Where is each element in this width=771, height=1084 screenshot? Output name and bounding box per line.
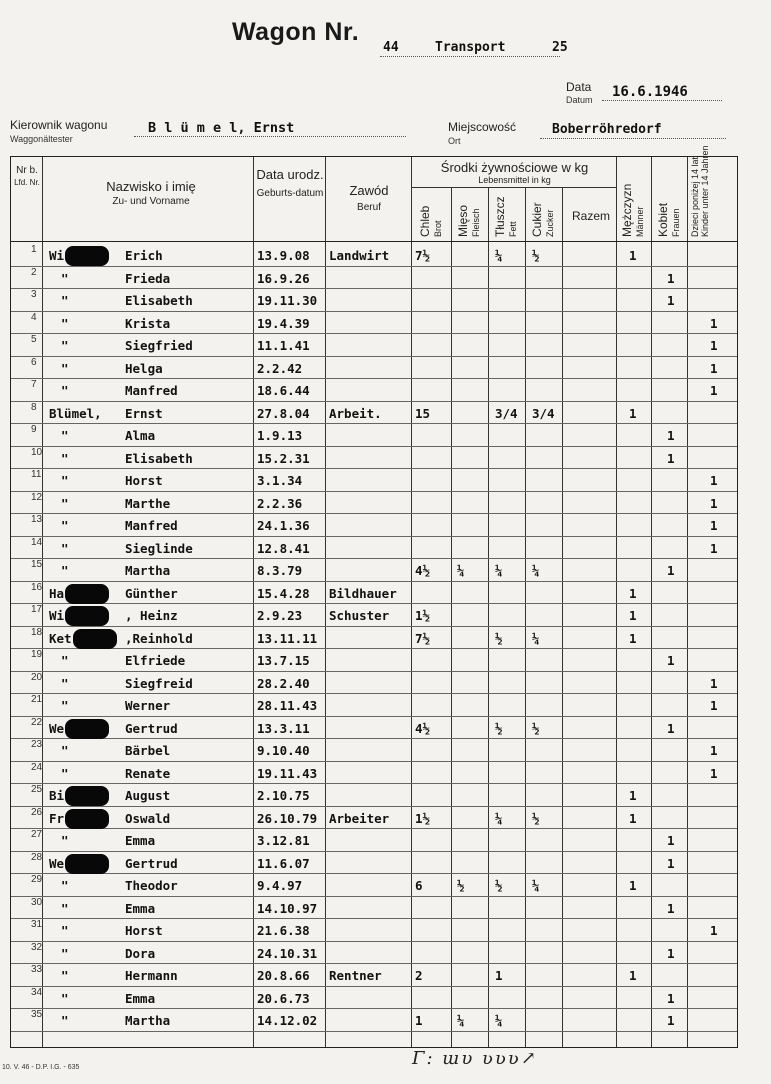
birth-date: 2.10.75 [257, 788, 310, 803]
women-value: 1 [667, 270, 675, 286]
surname: " [61, 518, 69, 533]
women-value: 1 [667, 900, 675, 916]
first-name: Krista [125, 315, 171, 331]
row-number: 5 [31, 334, 37, 345]
first-name: Sieglinde [125, 540, 193, 556]
birth-date: 2.9.23 [257, 608, 303, 623]
bread-value: 2 [415, 968, 423, 983]
surname: " [61, 968, 69, 983]
datum-label: Datum [566, 95, 593, 105]
birth-date: 26.10.79 [257, 810, 318, 826]
surname: " [61, 1013, 69, 1028]
bread-value: 15 [415, 405, 431, 421]
surname: Wi [49, 248, 65, 263]
birth-date: 2.2.42 [257, 360, 303, 376]
row-rule [11, 378, 737, 379]
surname: Bi [49, 788, 65, 803]
redaction-mark [65, 246, 109, 266]
children-value: 1 [710, 495, 718, 511]
redaction-mark [65, 606, 109, 626]
first-name: Erich [125, 248, 163, 263]
row-rule [11, 468, 737, 469]
first-name: Oswald [125, 810, 171, 826]
first-name: Emma [125, 833, 156, 848]
occupation: Bildhauer [329, 585, 397, 601]
occupation: Landwirt [329, 248, 390, 263]
first-name: Dora [125, 945, 156, 961]
birth-date: 8.3.79 [257, 563, 303, 578]
surname: " [61, 270, 69, 286]
row-number: 4 [31, 311, 37, 323]
row-rule [11, 671, 737, 672]
row-number: 32 [31, 941, 43, 953]
birth-date: 21.6.38 [257, 923, 310, 938]
men-value: 1 [629, 585, 637, 601]
row-rule [11, 918, 737, 919]
surname: " [61, 360, 69, 376]
birth-date: 24.1.36 [257, 518, 310, 533]
surname: " [61, 765, 69, 781]
bread-header: Chleb Brot [418, 205, 443, 237]
fat-value: ½ [495, 630, 503, 646]
children-value: 1 [710, 360, 718, 376]
first-name: Renate [125, 765, 171, 781]
surname: " [61, 990, 69, 1006]
first-name: Gertrud [125, 855, 178, 871]
row-number: 33 [31, 964, 43, 975]
first-name: , Heinz [125, 608, 178, 623]
name-header: Nazwisko i imię Zu- und Vorname [106, 179, 196, 207]
data-label: Data [566, 80, 592, 94]
row-number: 27 [31, 829, 43, 840]
women-value: 1 [667, 293, 675, 308]
kierownik-label: Kierownik wagonu [10, 118, 108, 132]
transport-number: 25 [552, 40, 568, 55]
miejscowosc-label: Miejscowość [448, 120, 517, 134]
row-number: 6 [31, 356, 37, 368]
occupation: Arbeiter [329, 810, 390, 826]
fat-value: 1 [495, 968, 503, 983]
surname: " [61, 315, 69, 331]
birth-date: 14.12.02 [257, 1013, 318, 1028]
surname: " [61, 450, 69, 466]
redaction-mark [65, 854, 109, 874]
row-rule [11, 761, 737, 762]
first-name: Marthe [125, 495, 171, 511]
row-rule [11, 288, 737, 289]
birth-date: 12.8.41 [257, 540, 310, 556]
redaction-mark [65, 719, 109, 739]
first-name: Emma [125, 900, 156, 916]
surname: " [61, 833, 69, 848]
transport-label: Transport [435, 40, 506, 55]
row-rule [11, 311, 737, 312]
row-number: 19 [31, 649, 43, 660]
row-rule [11, 963, 737, 964]
first-name: Manfred [125, 383, 178, 398]
birth-date: 19.4.39 [257, 315, 310, 331]
first-name: August [125, 788, 171, 803]
row-number: 1 [31, 244, 37, 255]
women-value: 1 [667, 563, 675, 578]
birth-date: 13.9.08 [257, 248, 310, 263]
children-value: 1 [710, 518, 718, 533]
children-value: 1 [710, 383, 718, 398]
handwritten-scrawl: Γ: ɯυ ʋʋʋ↗ [412, 1048, 538, 1069]
surname: " [61, 878, 69, 893]
row-number: 20 [31, 671, 43, 683]
bread-value: 4½ [415, 720, 431, 736]
bread-value: 1½ [415, 810, 431, 826]
children-value: 1 [710, 473, 718, 488]
bread-value: 7½ [415, 630, 431, 646]
col-divider [651, 157, 652, 1047]
row-rule [11, 1031, 737, 1032]
first-name: Horst [125, 473, 163, 488]
row-rule [11, 896, 737, 897]
wagon-leader: B l ü m e l, Ernst [148, 120, 295, 136]
row-number: 21 [31, 694, 43, 705]
fat-value: ½ [495, 878, 503, 893]
birth-date: 3.12.81 [257, 833, 310, 848]
row-number: 15 [31, 559, 43, 570]
surname: " [61, 293, 69, 308]
surname: " [61, 495, 69, 511]
first-name: Horst [125, 923, 163, 938]
col-divider [42, 157, 43, 1047]
women-value: 1 [667, 833, 675, 848]
meat-value: ½ [457, 878, 465, 893]
bread-value: 1½ [415, 608, 431, 623]
row-rule [11, 716, 737, 717]
children-value: 1 [710, 338, 718, 353]
nr-header: Nr b. Lfd. Nr. [14, 165, 40, 187]
women-value: 1 [667, 653, 675, 668]
date-underline [602, 100, 722, 101]
food-header-rule [411, 187, 616, 188]
birth-date: 14.10.97 [257, 900, 318, 916]
birth-date: 9.10.40 [257, 743, 310, 758]
birth-date: 24.10.31 [257, 945, 318, 961]
sugar-value: ½ [532, 810, 540, 826]
fat-value: ¼ [495, 810, 503, 826]
place-underline [540, 138, 726, 139]
surname: " [61, 338, 69, 353]
children-value: 1 [710, 765, 718, 781]
redaction-mark [65, 809, 109, 829]
bread-value: 6 [415, 878, 423, 893]
birth-date: 20.8.66 [257, 968, 310, 983]
men-value: 1 [629, 405, 637, 421]
birth-date: 3.1.34 [257, 473, 303, 488]
children-value: 1 [710, 923, 718, 938]
first-name: Frieda [125, 270, 171, 286]
men-value: 1 [629, 248, 637, 263]
surname: " [61, 698, 69, 713]
place-name: Boberröhredorf [552, 122, 662, 137]
birth-date: 18.6.44 [257, 383, 310, 398]
first-name: Gertrud [125, 720, 178, 736]
meat-value: ¼ [457, 1013, 465, 1028]
men-value: 1 [629, 968, 637, 983]
document-date: 16.6.1946 [612, 84, 688, 100]
occupation: Rentner [329, 968, 382, 983]
surname: " [61, 900, 69, 916]
transport-underline [380, 56, 560, 57]
redaction-mark [73, 629, 117, 649]
row-rule [11, 491, 737, 492]
row-number: 3 [31, 289, 37, 300]
surname: " [61, 383, 69, 398]
wagon-number: 44 [383, 40, 399, 55]
birth-date: 19.11.30 [257, 293, 318, 308]
first-name: Helga [125, 360, 163, 376]
row-rule [11, 401, 737, 402]
row-number: 24 [31, 761, 43, 773]
total-header: Razem [571, 209, 610, 223]
children-value: 1 [710, 315, 718, 331]
row-number: 26 [31, 806, 43, 818]
sugar-value: ¼ [532, 878, 540, 893]
men-value: 1 [629, 608, 637, 623]
birth-date: 15.4.28 [257, 585, 310, 601]
row-number: 30 [31, 896, 43, 908]
men-header: Mężczyzn Männer [620, 183, 645, 237]
row-rule [11, 851, 737, 852]
first-name: Martha [125, 563, 171, 578]
col-divider [687, 157, 688, 1047]
surname: " [61, 473, 69, 488]
surname: Blümel, [49, 405, 102, 421]
row-number: 2 [31, 266, 37, 278]
row-rule [11, 648, 737, 649]
children-value: 1 [710, 675, 718, 691]
row-number: 31 [31, 919, 43, 930]
row-number: 11 [31, 469, 42, 480]
row-number: 35 [31, 1009, 43, 1020]
row-number: 28 [31, 851, 43, 863]
first-name: Martha [125, 1013, 171, 1028]
first-name: Ernst [125, 405, 163, 421]
row-rule [11, 536, 737, 537]
row-number: 7 [31, 379, 37, 390]
surname: " [61, 428, 69, 443]
row-rule [11, 693, 737, 694]
first-name: Hermann [125, 968, 178, 983]
birth-date: 2.2.36 [257, 495, 303, 511]
occupation: Arbeit. [329, 405, 382, 421]
first-name: Manfred [125, 518, 178, 533]
first-name: Bärbel [125, 743, 171, 758]
dob-header: Data urodz. Geburts-datum [256, 167, 324, 199]
col-divider [253, 157, 254, 1047]
row-number: 13 [31, 514, 43, 525]
first-name: Siegfried [125, 338, 193, 353]
men-value: 1 [629, 788, 637, 803]
transport-table [10, 145, 738, 1048]
row-rule [11, 873, 737, 874]
row-rule [11, 626, 737, 627]
first-name: Elfriede [125, 653, 186, 668]
row-rule [11, 738, 737, 739]
children-value: 1 [710, 743, 718, 758]
surname: " [61, 923, 69, 938]
women-value: 1 [667, 1013, 675, 1028]
row-rule [11, 513, 737, 514]
meat-header: Mięso Fleisch [456, 204, 481, 237]
men-value: 1 [629, 878, 637, 893]
row-number: 16 [31, 581, 43, 593]
row-number: 8 [31, 401, 37, 413]
sugar-value: ½ [532, 248, 540, 263]
fat-value: ¼ [495, 563, 503, 578]
birth-date: 20.6.73 [257, 990, 310, 1006]
meat-value: ¼ [457, 563, 465, 578]
surname: " [61, 945, 69, 961]
first-name: Werner [125, 698, 171, 713]
surname: " [61, 653, 69, 668]
women-value: 1 [667, 450, 675, 466]
women-header: Kobiet Frauen [656, 202, 681, 237]
first-name: Alma [125, 428, 156, 443]
row-rule [11, 333, 737, 334]
birth-date: 1.9.13 [257, 428, 303, 443]
birth-date: 13.3.11 [257, 720, 310, 736]
birth-date: 11.1.41 [257, 338, 310, 353]
first-name: Siegfreid [125, 675, 193, 691]
wagon-title: Wagon Nr. [232, 18, 360, 46]
sugar-value: ¼ [532, 630, 540, 646]
men-value: 1 [629, 810, 637, 826]
occupation: Schuster [329, 608, 390, 623]
surname: Ha [49, 585, 65, 601]
surname: " [61, 675, 69, 691]
surname: " [61, 743, 69, 758]
col-divider [325, 157, 326, 1047]
row-number: 17 [31, 604, 43, 615]
row-rule [11, 581, 737, 582]
row-number: 12 [31, 491, 43, 503]
birth-date: 27.8.04 [257, 405, 310, 421]
children-value: 1 [710, 698, 718, 713]
row-rule [11, 783, 737, 784]
birth-date: 19.11.43 [257, 765, 318, 781]
leader-underline [134, 136, 406, 137]
row-rule [11, 986, 737, 987]
bread-value: 7½ [415, 248, 431, 263]
redaction-mark [65, 584, 109, 604]
ort-label: Ort [448, 136, 461, 146]
waggonaltester-label: Waggonältester [10, 134, 73, 144]
first-name: Günther [125, 585, 178, 601]
sugar-header: Cukier Zucker [530, 202, 555, 237]
fat-header: Tłuszcz Fett [493, 196, 518, 237]
row-rule [11, 423, 737, 424]
birth-date: 15.2.31 [257, 450, 310, 466]
first-name: Elisabeth [125, 450, 193, 466]
row-rule [11, 446, 737, 447]
surname: Fr [49, 810, 65, 826]
women-value: 1 [667, 855, 675, 871]
surname: " [61, 540, 69, 556]
redaction-mark [65, 786, 109, 806]
fat-value: ¼ [495, 1013, 503, 1028]
surname: Ket [49, 630, 72, 646]
birth-date: 13.7.15 [257, 653, 310, 668]
row-rule [11, 806, 737, 807]
birth-date: 11.6.07 [257, 855, 310, 871]
first-name: ,Reinhold [125, 630, 193, 646]
bread-value: 4½ [415, 563, 431, 578]
row-rule [11, 828, 737, 829]
sugar-value: ¼ [532, 563, 540, 578]
row-rule [11, 356, 737, 357]
header-rule [11, 241, 737, 242]
surname: We [49, 855, 65, 871]
sugar-value: 3/4 [532, 405, 555, 421]
row-number: 23 [31, 739, 43, 750]
birth-date: 16.9.26 [257, 270, 310, 286]
men-value: 1 [629, 630, 637, 646]
fat-value: 3/4 [495, 405, 518, 421]
fat-value: ½ [495, 720, 503, 736]
job-header: Zawód Beruf [349, 183, 389, 213]
food-header: Środki żywnościowe w kg Lebensmittel in kg [440, 160, 589, 185]
row-rule [11, 603, 737, 604]
row-number: 10 [31, 446, 43, 458]
col-divider [616, 157, 617, 1047]
birth-date: 13.11.11 [257, 630, 318, 646]
row-number: 34 [31, 986, 43, 998]
fat-value: ¼ [495, 248, 503, 263]
women-value: 1 [667, 428, 675, 443]
col-divider [411, 157, 412, 1047]
birth-date: 9.4.97 [257, 878, 303, 893]
women-value: 1 [667, 945, 675, 961]
surname: " [61, 563, 69, 578]
row-number: 22 [31, 716, 43, 728]
surname: Wi [49, 608, 65, 623]
row-number: 14 [31, 536, 43, 548]
bread-value: 1 [415, 1013, 423, 1028]
first-name: Elisabeth [125, 293, 193, 308]
sugar-value: ½ [532, 720, 540, 736]
first-name: Theodor [125, 878, 178, 893]
birth-date: 28.11.43 [257, 698, 318, 713]
row-rule [11, 266, 737, 267]
women-value: 1 [667, 990, 675, 1006]
row-number: 29 [31, 874, 43, 885]
first-name: Emma [125, 990, 156, 1006]
surname: We [49, 720, 65, 736]
row-number: 25 [31, 784, 43, 795]
row-number: 9 [31, 424, 37, 435]
print-code: 10. V. 46 - D.P. I.G. - 635 [2, 1064, 80, 1071]
children-value: 1 [710, 540, 718, 556]
row-rule [11, 941, 737, 942]
women-value: 1 [667, 720, 675, 736]
row-number: 18 [31, 626, 43, 638]
birth-date: 28.2.40 [257, 675, 310, 691]
row-rule [11, 1008, 737, 1009]
children-header: Dzieci poniżej 14 lat Kinder unter 14 Jahren [690, 145, 710, 237]
row-rule [11, 558, 737, 559]
